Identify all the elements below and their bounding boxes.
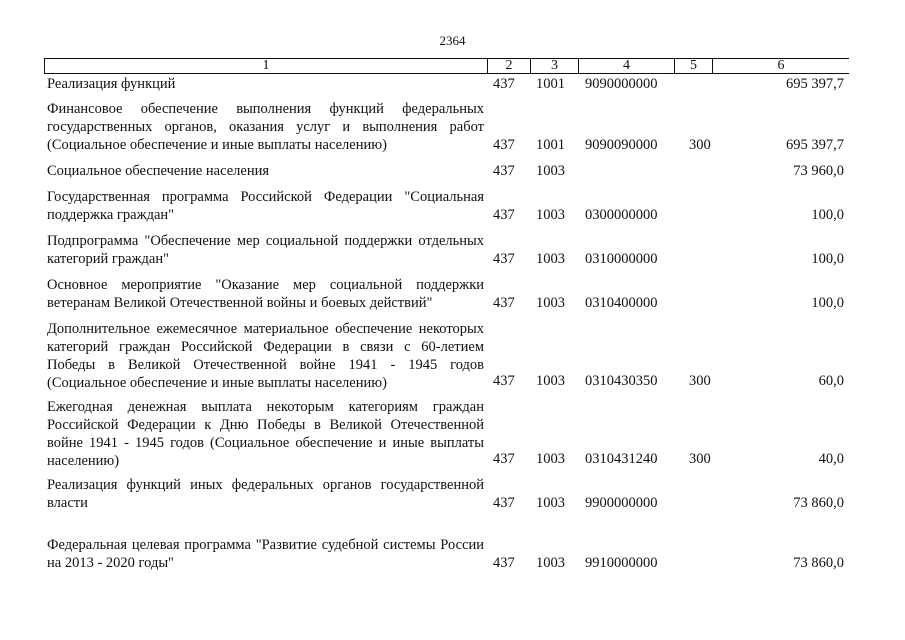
table-row (44, 188, 849, 224)
header-col-1: 1 (44, 59, 488, 73)
row-col-3: 1003 (536, 295, 565, 311)
row-col-2: 437 (493, 207, 515, 223)
row-col-3: 1003 (536, 555, 565, 571)
row-description: Подпрограмма "Обеспечение мер социальной поддержки отдельных категорий граждан" (47, 233, 484, 267)
table-row (44, 232, 849, 268)
page-number: 2364 (439, 33, 466, 48)
row-description: Финансовое обеспечение выполнения функций федеральных государственных органов, оказания услуг и выполнения работ (Социальное обеспечение и иные выплаты населению) (47, 101, 484, 153)
row-col-2: 437 (493, 451, 515, 467)
row-col-2: 437 (493, 495, 515, 511)
row-col-3: 1003 (536, 373, 565, 389)
table-row (44, 100, 849, 154)
row-col-3: 1001 (536, 137, 565, 153)
row-description: Дополнительное ежемесячное материальное обеспечение некоторых категорий граждан Российской Федерации в связи с 60-летием Победы в Великой Отечественной войне 1941 - 1945 годов (Социальное обеспечение и иные выплаты населению) (47, 321, 484, 391)
row-col-4: 9090000000 (585, 76, 658, 92)
row-col-5: 300 (689, 373, 711, 389)
row-col-6: 73 860,0 (793, 555, 844, 571)
row-col-2: 437 (493, 163, 515, 179)
row-col-3: 1003 (536, 451, 565, 467)
table-row (44, 536, 849, 572)
row-col-3: 1003 (536, 495, 565, 511)
row-col-5: 300 (689, 137, 711, 153)
row-col-4: 9090090000 (585, 137, 658, 153)
row-col-6: 100,0 (811, 295, 844, 311)
table-row (44, 75, 849, 93)
row-col-5: 300 (689, 451, 711, 467)
header-col-3: 3 (531, 59, 579, 73)
row-col-4: 0300000000 (585, 207, 658, 223)
row-col-4: 9900000000 (585, 495, 658, 511)
header-col-2: 2 (488, 59, 531, 73)
row-col-2: 437 (493, 137, 515, 153)
row-col-6: 60,0 (818, 373, 844, 389)
row-description: Ежегодная денежная выплата некоторым категориям граждан Российской Федерации к Дню Победы в Великой Отечественной войне 1941 - 1945 годов (Социальное обеспечение и иные выплаты населению) (47, 399, 484, 469)
row-col-4: 9910000000 (585, 555, 658, 571)
table-row (44, 398, 849, 470)
table-row (44, 476, 849, 512)
row-description: Государственная программа Российской Федерации "Социальная поддержка граждан" (47, 189, 484, 223)
row-col-3: 1003 (536, 163, 565, 179)
row-col-4: 0310400000 (585, 295, 658, 311)
row-col-6: 100,0 (811, 207, 844, 223)
row-col-4: 0310000000 (585, 251, 658, 267)
row-col-6: 40,0 (818, 451, 844, 467)
row-col-4: 0310431240 (585, 451, 658, 467)
header-col-4: 4 (579, 59, 675, 73)
table-row (44, 162, 849, 180)
row-description: Федеральная целевая программа "Развитие судебной системы России на 2013 - 2020 годы" (47, 537, 484, 571)
table-row (44, 276, 849, 312)
row-col-2: 437 (493, 76, 515, 92)
header-col-6: 6 (777, 58, 785, 73)
row-col-2: 437 (493, 251, 515, 267)
row-col-2: 437 (493, 555, 515, 571)
table-row (44, 320, 849, 392)
row-col-6: 695 397,7 (786, 76, 844, 92)
row-col-3: 1003 (536, 207, 565, 223)
row-col-6: 73 960,0 (793, 163, 844, 179)
row-col-6: 100,0 (811, 251, 844, 267)
row-description: Реализация функций иных федеральных органов государственной власти (47, 477, 484, 511)
row-col-4: 0310430350 (585, 373, 658, 389)
row-description: Социальное обеспечение населения (47, 163, 270, 179)
header-col-5: 5 (675, 59, 713, 73)
table-header (44, 58, 849, 74)
row-col-6: 695 397,7 (786, 137, 844, 153)
row-col-6: 73 860,0 (793, 495, 844, 511)
row-col-3: 1001 (536, 76, 565, 92)
row-col-2: 437 (493, 373, 515, 389)
row-description: Основное мероприятие "Оказание мер социальной поддержки ветеранам Великой Отечественной войны и боевых действий" (47, 277, 484, 311)
row-col-2: 437 (493, 295, 515, 311)
row-col-3: 1003 (536, 251, 565, 267)
row-description: Реализация функций (47, 76, 176, 92)
